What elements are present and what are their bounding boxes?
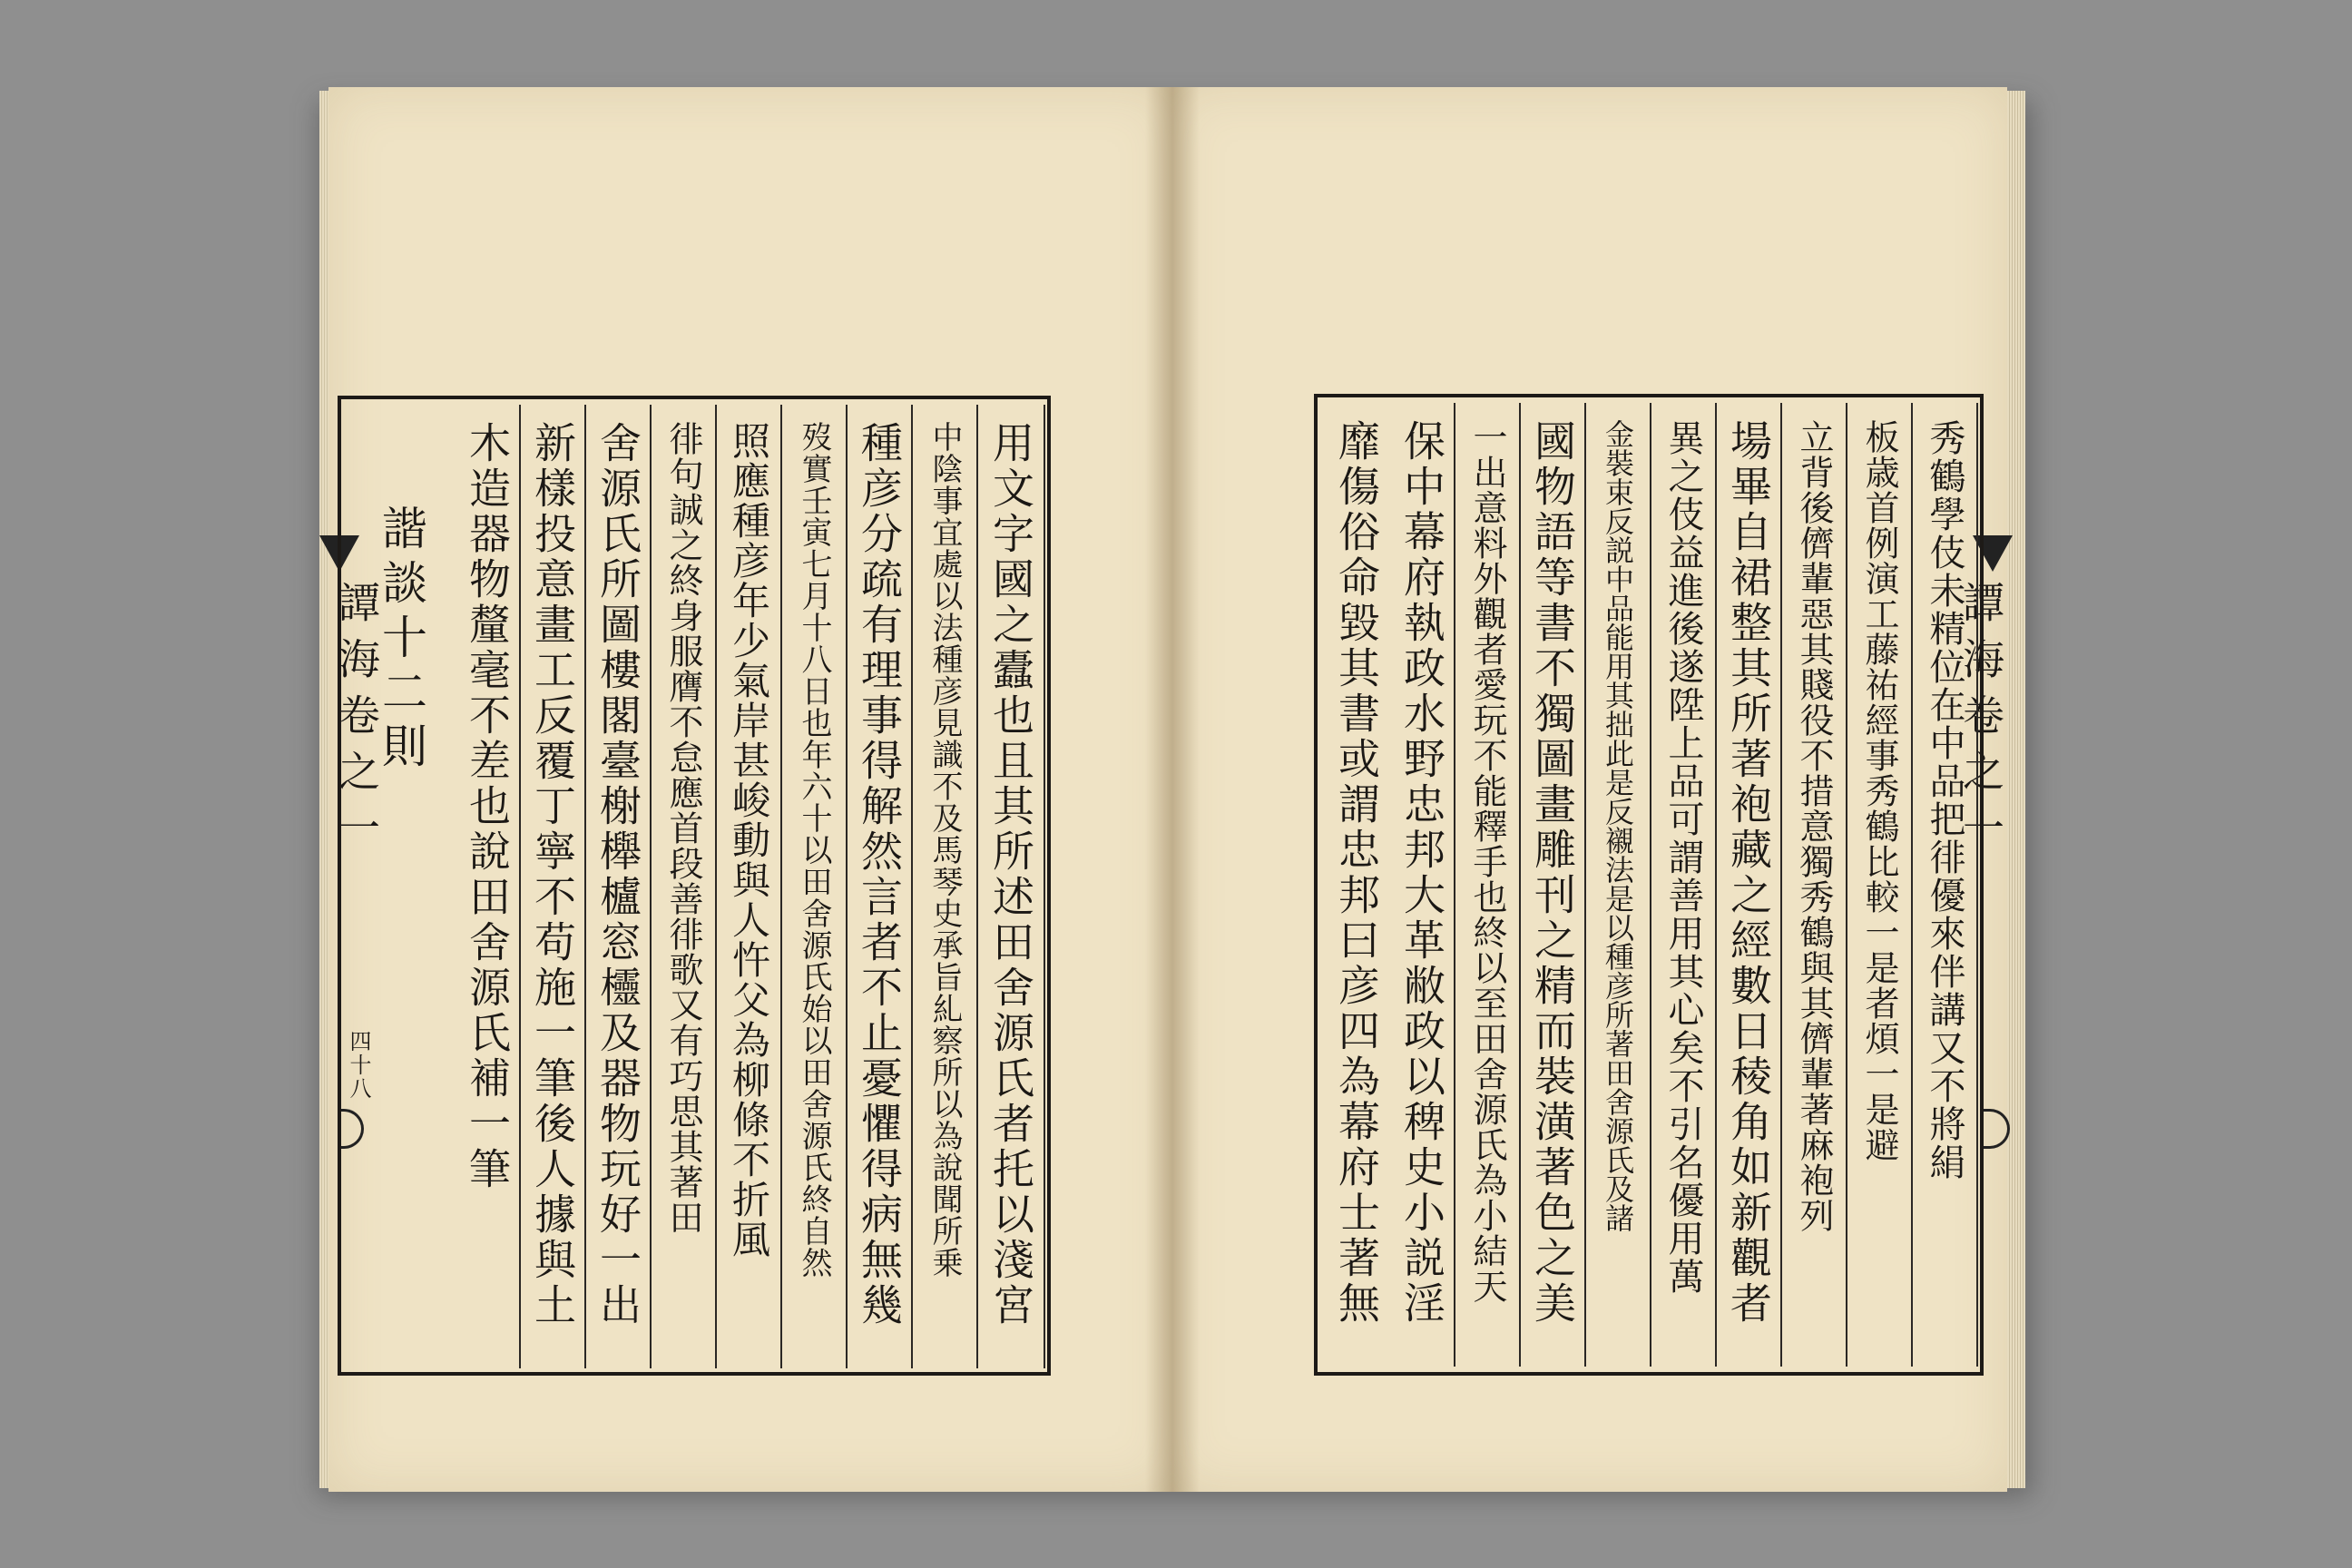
- book-gutter: [1145, 87, 1200, 1492]
- text-column: [1323, 403, 1390, 1367]
- column-text: 照應種彦年少氣岸甚峻動與人忤父為柳條不折風: [727, 421, 771, 1259]
- column-text: 用文字國之蠹也且其所述田舍源氏者托以淺宮: [986, 421, 1035, 1328]
- left-text-frame: [338, 396, 1051, 1376]
- column-text: 靡傷俗命毀其書或謂忠邦曰彦四為幕府士著無: [1332, 419, 1381, 1327]
- text-column: [1521, 403, 1586, 1367]
- column-text: 秀鶴學伎未精位在中品把徘優來伴講又不將絹: [1924, 419, 1965, 1181]
- text-column: [978, 405, 1045, 1368]
- column-text: 保中幕府執政水野忠邦大革敝政以稗史小説淫: [1397, 419, 1446, 1327]
- left-margin-title: 譚海卷之一: [332, 581, 381, 862]
- text-column: [521, 405, 586, 1368]
- text-column: [782, 405, 848, 1368]
- right-text-frame: [1314, 394, 1984, 1376]
- column-text: 金裝束反説中品能用其拙此是反襯法是以種彦所著田舍源氏及諸: [1601, 419, 1635, 1232]
- text-column: [1651, 403, 1717, 1367]
- column-text: 國物語等書不獨圖畫雕刊之精而裝潢著色之美: [1528, 419, 1577, 1327]
- column-text: 立背後儕輩惡其賤役不措意獨秀鶴與其儕輩著麻袍列: [1794, 419, 1834, 1233]
- column-text: 中陰事宜處以法種彦見識不及馬琴史承旨糺察所以為說聞所乗: [926, 421, 963, 1279]
- text-column: [848, 405, 913, 1368]
- left-margin-page-number: 四十八: [346, 1030, 371, 1101]
- text-column: [1717, 403, 1782, 1367]
- chapter-heading-column: [347, 405, 456, 1368]
- right-margin-title: 譚海卷之一: [1956, 581, 2005, 862]
- text-column: [1455, 403, 1521, 1367]
- column-text: 一出意料外觀者愛玩不能釋手也終以至田舍源氏為小結天: [1467, 419, 1507, 1304]
- column-text: 歿實壬寅七月十八日也年六十以田舍源氏始以田舍源氏終自然: [796, 421, 832, 1279]
- text-column: [913, 405, 978, 1368]
- chapter-heading: 諧談十二則: [375, 505, 427, 777]
- text-column: [652, 405, 717, 1368]
- text-column: [1782, 403, 1847, 1367]
- column-text: 種彦分疏有理事得解然言者不止憂懼得病無幾: [855, 421, 904, 1328]
- column-text: 新樣投意畫工反覆丁寧不苟施一筆後人據與土: [528, 421, 577, 1328]
- column-text: 徘句誠之終身服膺不怠應首段善徘歌又有巧思其著田: [663, 421, 703, 1235]
- text-column: [1586, 403, 1651, 1367]
- column-text: 木造器物釐毫不差也說田舍源氏補一筆: [463, 421, 512, 1192]
- column-text: 板歳首例演工藤祐經事秀鶴比較一是者煩一是避: [1859, 419, 1899, 1162]
- text-column: [717, 405, 782, 1368]
- text-column: [1847, 403, 1913, 1367]
- text-column: [1913, 403, 1978, 1367]
- text-column: [586, 405, 652, 1368]
- column-text: 舍源氏所圖樓閣臺榭櫸櫨窓欞及器物玩好一出: [593, 421, 642, 1328]
- column-text: 場畢自裙整其所著袍藏之經數日稜角如新觀者: [1724, 419, 1773, 1327]
- column-text: 異之伎益進後遂陞上品可謂善用其心矣不引名優用萬: [1662, 419, 1704, 1296]
- text-column: [456, 405, 521, 1368]
- text-column: [1390, 403, 1455, 1367]
